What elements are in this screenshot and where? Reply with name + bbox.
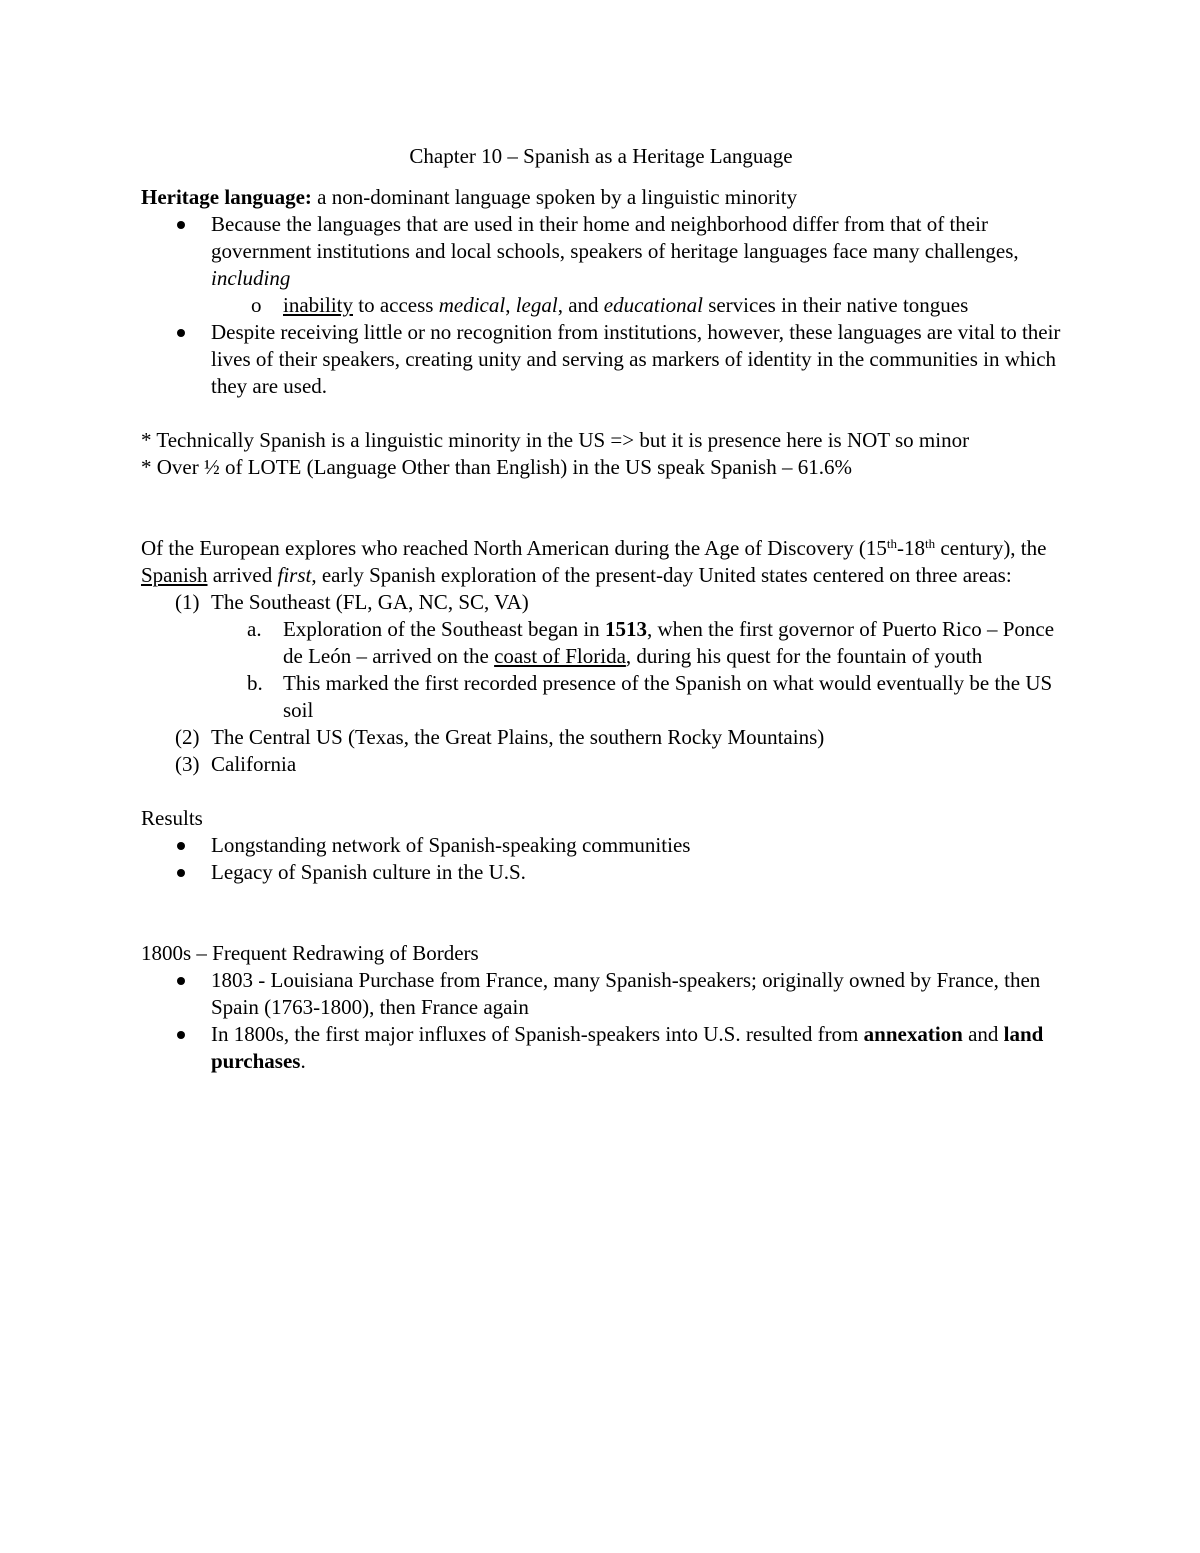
list-item [247, 616, 1061, 670]
list-text: The Central US (Texas, the Great Plains, the southern Rocky Mountains) [211, 725, 825, 749]
bold-text: land purchases [211, 1022, 1044, 1073]
note-1: * Technically Spanish is a linguistic minority in the US => but it is presence here is NOT so minor [141, 428, 970, 452]
borders-list [141, 967, 1061, 1075]
text: services in their native tongues [702, 293, 969, 317]
list-item [251, 292, 1061, 319]
list-item: Legacy of Spanish culture in the U.S. [211, 859, 1061, 886]
text: -18 [896, 536, 925, 560]
text: arrived [207, 563, 278, 587]
bold-text: 1513 [604, 617, 647, 641]
exploration-areas-list [141, 589, 1061, 778]
italic-text: legal [515, 293, 558, 317]
italic-text: first [277, 563, 312, 587]
results-list [141, 832, 1061, 886]
list-marker: a. [247, 617, 262, 641]
text: , and [557, 293, 604, 317]
heritage-definition [141, 184, 1061, 211]
superscript: th [924, 536, 936, 551]
sub-bullet-marker: o [251, 293, 262, 317]
sub-list [211, 616, 1061, 724]
text: , early Spanish exploration of the present-day United states centered on three areas: [311, 563, 1012, 587]
document-page [141, 143, 1061, 1075]
list-marker: (3) [175, 752, 200, 776]
bold-text: annexation [863, 1022, 963, 1046]
definition-text: a non-dominant language spoken by a linguistic minority [311, 185, 798, 209]
list-item: Longstanding network of Spanish-speaking communities [211, 832, 1061, 859]
sub-list [211, 292, 1061, 319]
text: Of the European explores who reached North American during the Age of Discovery (15 [141, 536, 887, 560]
list-item [247, 670, 1061, 724]
list-item [211, 1021, 1061, 1075]
text: . [300, 1049, 306, 1073]
text: , during his quest for the fountain of youth [625, 644, 983, 668]
text: century), the [935, 536, 1047, 560]
underlined-text: coast of Florida [494, 644, 626, 668]
bullet-text: Despite receiving little or no recognition from institutions, however, these languages are vital to their lives of their speakers, creating unity and serving as markers of identity in the communities in which they are used. [211, 320, 1061, 398]
list-marker: (2) [175, 725, 200, 749]
italic-text: educational [603, 293, 703, 317]
text: to access [353, 293, 439, 317]
list-marker: b. [247, 671, 263, 695]
superscript: th [886, 536, 897, 551]
list-item: 1803 - Louisiana Purchase from France, many Spanish-speakers; originally owned by France, then Spain (1763-1800), then France again [211, 967, 1061, 1021]
list-marker: (1) [175, 590, 200, 614]
heritage-bullet-list [141, 211, 1061, 400]
text: This marked the first recorded presence of the Spanish on what would eventually be the US soil [283, 671, 1053, 722]
text: , [505, 293, 516, 317]
results-heading: Results [141, 806, 203, 830]
list-text: California [211, 752, 297, 776]
exploration-paragraph [141, 535, 1061, 589]
list-item [175, 589, 1061, 724]
text: , when the first governor of Puerto Rico – Ponce de León – arrived on the [283, 617, 1055, 668]
text: Exploration of the Southeast began in [283, 617, 605, 641]
text: and [962, 1022, 1004, 1046]
borders-heading: 1800s – Frequent Redrawing of Borders [141, 941, 479, 965]
page-title: Chapter 10 – Spanish as a Heritage Language [409, 144, 793, 168]
italic-text: medical [438, 293, 506, 317]
list-item [211, 319, 1061, 400]
bullet-text: Because the languages that are used in their home and neighborhood differ from that of their government institutions and local schools, speakers of heritage languages face many challenges, [211, 212, 1019, 263]
definition-term: Heritage language: [141, 185, 312, 209]
underlined-text: Spanish [141, 563, 208, 587]
list-item [175, 751, 1061, 778]
list-item [175, 724, 1061, 751]
note-2: * Over ½ of LOTE (Language Other than English) in the US speak Spanish – 61.6% [141, 455, 852, 479]
bullet-italic: including [211, 266, 291, 290]
list-text: The Southeast (FL, GA, NC, SC, VA) [211, 590, 529, 614]
list-item [211, 211, 1061, 319]
underlined-text: inability [283, 293, 353, 317]
text: In 1800s, the first major influxes of Spanish-speakers into U.S. resulted from [211, 1022, 864, 1046]
